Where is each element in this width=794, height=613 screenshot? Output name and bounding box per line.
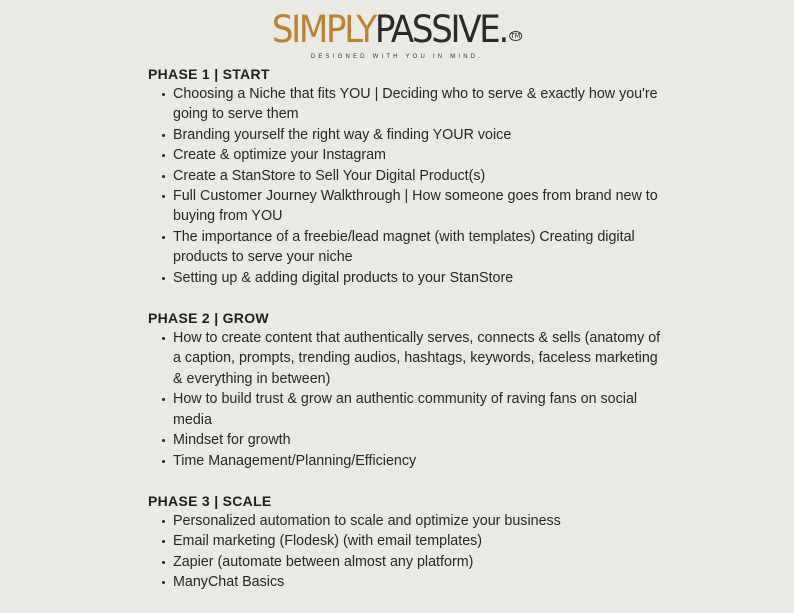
list-item-text: Create & optimize your Instagram <box>173 147 386 164</box>
list-item <box>148 328 668 389</box>
bullet-icon <box>162 581 165 584</box>
list-item <box>148 451 668 471</box>
list-item-text: How to create content that authentically serves, connects & sells (anatomy of a caption, prompts, trending audios, hashtags, keywords, faceless marketing & everything in between) <box>173 330 661 387</box>
bullet-icon <box>162 337 165 340</box>
list-item-text: Personalized automation to scale and optimize your business <box>173 512 561 529</box>
list-item <box>148 552 668 572</box>
logo-tagline: DESIGNED WITH YOU IN MIND. <box>310 54 484 60</box>
bullet-icon <box>162 520 165 523</box>
list-item <box>148 389 668 430</box>
list-item <box>148 227 668 268</box>
bullet-icon <box>162 398 165 401</box>
bullet-icon <box>162 93 165 96</box>
phase-2-section <box>148 308 668 471</box>
bullet-icon <box>162 460 165 463</box>
list-item-text: Setting up & adding digital products to your StanStore <box>173 269 514 286</box>
list-item-text: Time Management/Planning/Efficiency <box>173 452 417 469</box>
list-item-text: ManyChat Basics <box>173 574 285 591</box>
trademark-icon: TM <box>510 32 521 40</box>
logo-simply: SIMPLY <box>271 8 375 51</box>
list-item <box>148 186 668 227</box>
bullet-icon <box>162 561 165 564</box>
logo-wordmark <box>272 8 522 52</box>
list-item <box>148 145 668 165</box>
list-item <box>148 84 668 125</box>
brand-logo <box>0 8 794 52</box>
bullet-icon <box>162 195 165 198</box>
phase-1-title: PHASE 1 | START <box>148 66 270 82</box>
list-item <box>148 125 668 145</box>
list-item <box>148 511 668 531</box>
list-item-text: The importance of a freebie/lead magnet (with templates) Creating digital products to serve your niche <box>173 228 635 266</box>
phase-3-title: PHASE 3 | SCALE <box>148 492 272 509</box>
phase-3-items <box>148 511 668 593</box>
list-item-text: Zapier (automate between almost any platform) <box>173 553 474 570</box>
phase-3-section <box>148 491 668 593</box>
list-item-text: Choosing a Niche that fits YOU | Deciding who to serve & exactly how you're going to serve them <box>173 86 658 123</box>
list-item-text: Email marketing (Flodesk) (with email templates) <box>173 533 483 550</box>
list-item-text: Create a StanStore to Sell Your Digital Product(s) <box>173 167 486 184</box>
list-item <box>148 268 668 288</box>
list-item <box>148 531 668 551</box>
list-item <box>148 430 668 450</box>
bullet-icon <box>162 134 165 137</box>
phase-1-section <box>148 64 668 288</box>
curriculum-list <box>148 64 668 613</box>
list-item-text: How to build trust & grow an authentic community of raving fans on social media <box>173 391 638 428</box>
phase-1-items <box>148 84 668 288</box>
phase-2-items <box>148 328 668 471</box>
list-item <box>148 572 668 592</box>
list-item-text: Branding yourself the right way & finding YOUR voice <box>173 126 512 143</box>
list-item-text: Mindset for growth <box>173 432 291 449</box>
logo-passive: PASSIVE. <box>374 8 508 51</box>
bullet-icon <box>162 540 165 543</box>
bullet-icon <box>162 236 165 239</box>
bullet-icon <box>162 277 165 280</box>
list-item-text: Full Customer Journey Walkthrough | How someone goes from brand new to buying from YOU <box>173 188 658 225</box>
bullet-icon <box>162 439 165 442</box>
bullet-icon <box>162 154 165 157</box>
bullet-icon <box>162 175 165 178</box>
list-item <box>148 166 668 186</box>
phase-2-title: PHASE 2 | GROW <box>148 310 269 327</box>
